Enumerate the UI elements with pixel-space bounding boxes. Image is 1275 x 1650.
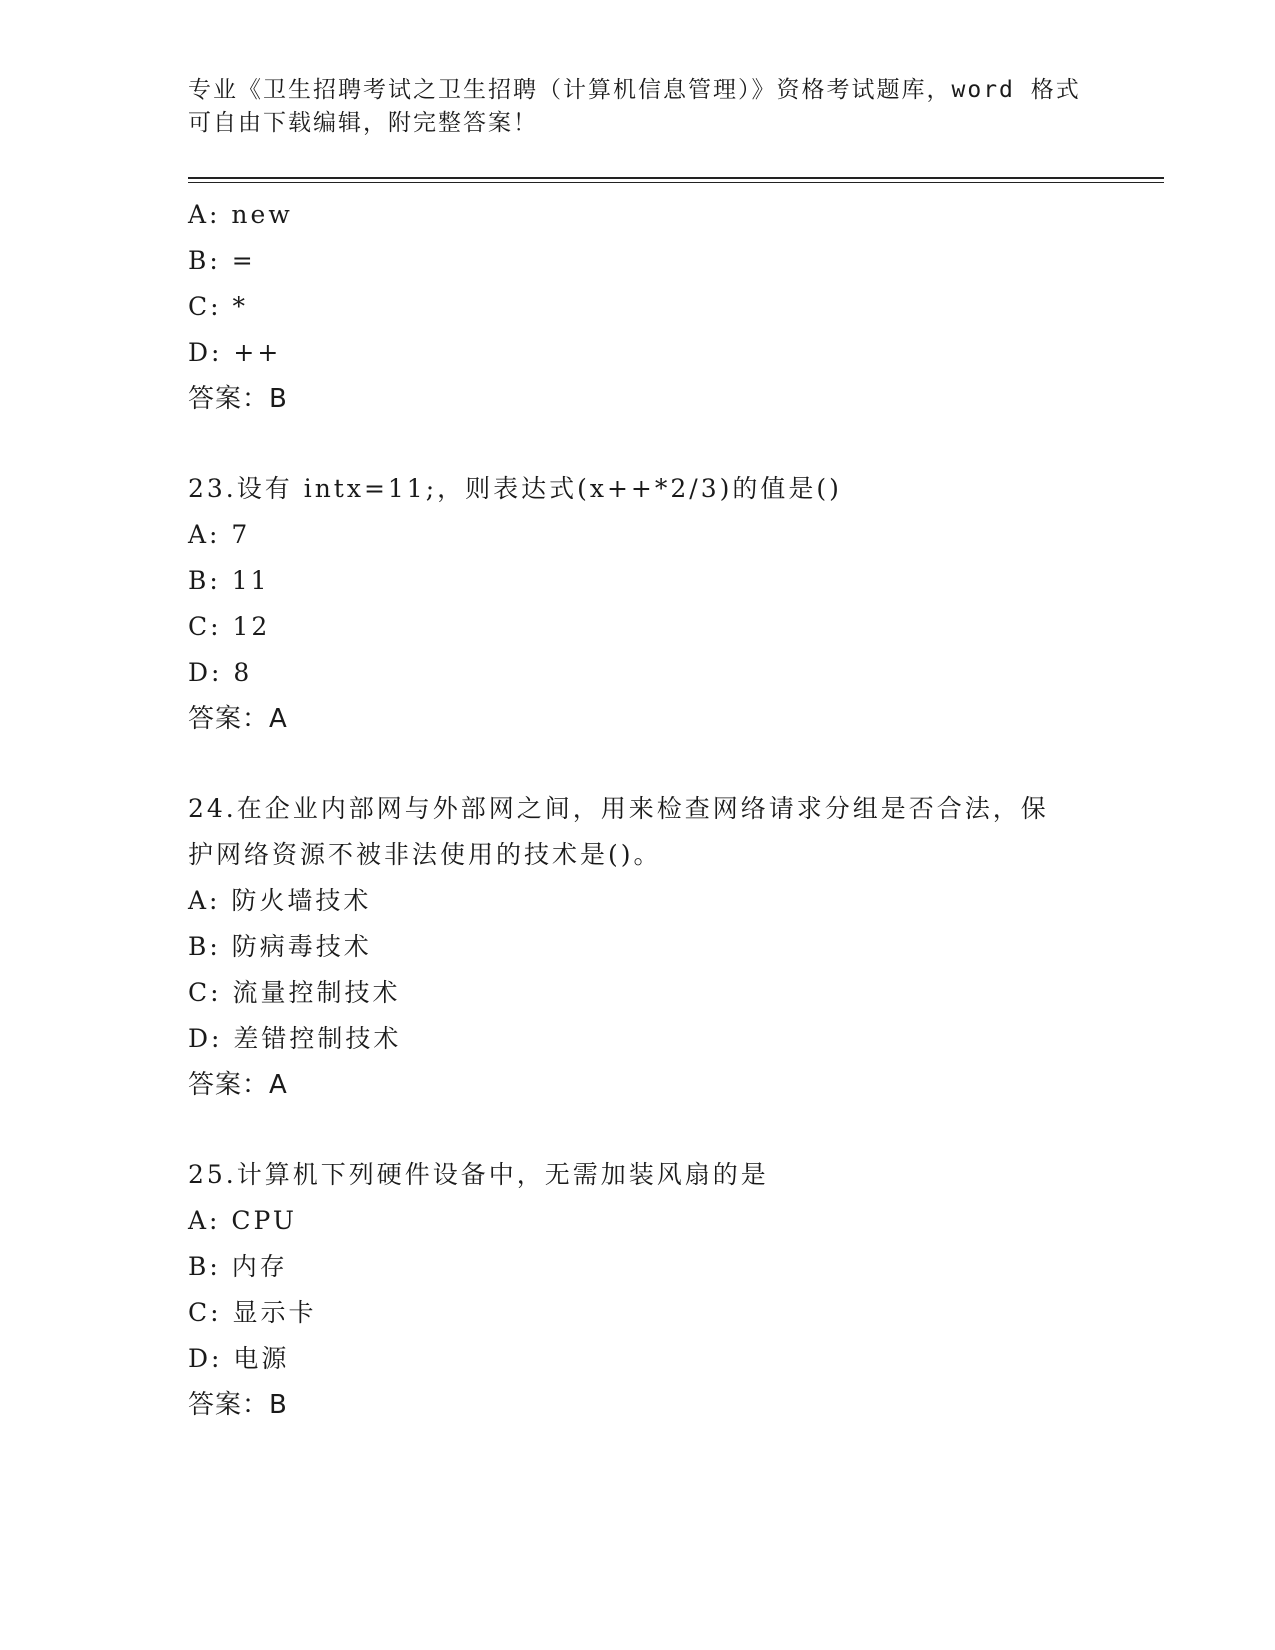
question-text: 25.计算机下列硬件设备中，无需加装风扇的是 [188, 1160, 769, 1189]
option-c: C: 流量控制技术 [188, 978, 401, 1007]
answer: 答案：A [188, 704, 288, 734]
option-b: B: = [188, 246, 256, 275]
option-c: C: 显示卡 [188, 1298, 317, 1327]
answer: 答案：B [188, 1390, 288, 1420]
document-page [188, 0, 1164, 1650]
header-divider [188, 177, 1164, 183]
option-a: A: 防火墙技术 [188, 886, 372, 915]
question-text-line-1: 24.在企业内部网与外部网之间，用来检查网络请求分组是否合法，保 [188, 794, 1049, 823]
option-d: D: 8 [188, 658, 253, 687]
option-a: A: 7 [188, 520, 251, 549]
header-line-2: 可自由下载编辑，附完整答案！ [188, 110, 538, 136]
question-text-line-2: 护网络资源不被非法使用的技术是()。 [188, 840, 662, 869]
question-22 [188, 192, 1164, 422]
document-header [188, 74, 1088, 140]
option-b: B: 11 [188, 566, 270, 595]
option-b: B: 内存 [188, 1252, 288, 1281]
option-a: A: CPU [188, 1206, 298, 1235]
question-25 [188, 1152, 1164, 1428]
option-d: D: 电源 [188, 1344, 290, 1373]
option-c: C: * [188, 292, 248, 321]
header-line-1: 专业《卫生招聘考试之卫生招聘（计算机信息管理）》资格考试题库，word 格式 [188, 77, 1081, 103]
question-text: 23.设有 intx=11;，则表达式(x++*2/3)的值是() [188, 474, 842, 503]
option-d: D: ++ [188, 338, 282, 367]
answer: 答案：A [188, 1070, 288, 1100]
question-24 [188, 786, 1164, 1108]
question-23 [188, 466, 1164, 742]
option-c: C: 12 [188, 612, 271, 641]
option-d: D: 差错控制技术 [188, 1024, 402, 1053]
option-b: B: 防病毒技术 [188, 932, 372, 961]
question-list [188, 192, 1164, 1428]
answer: 答案：B [188, 384, 288, 414]
option-a: A: new [188, 200, 293, 229]
